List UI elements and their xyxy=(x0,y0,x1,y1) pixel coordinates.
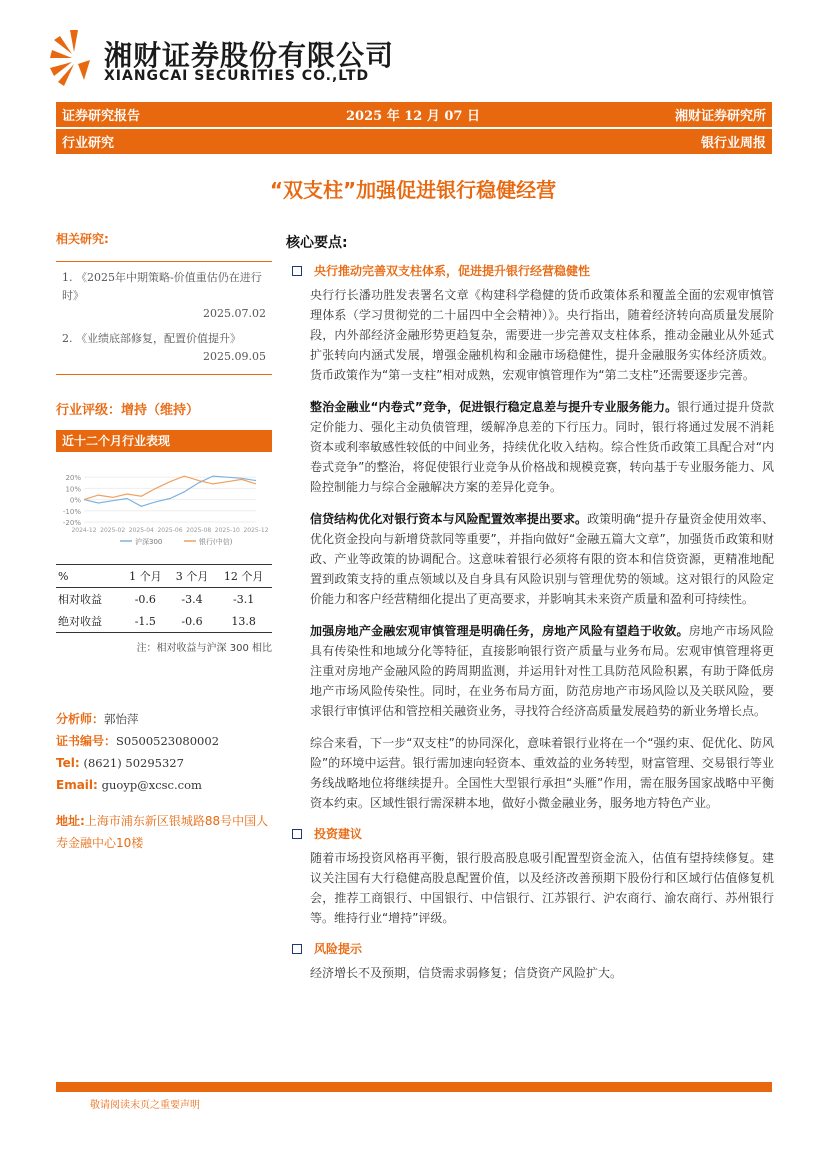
related-item-date: 2025.07.02 xyxy=(203,307,266,320)
chart-x-tick-label: 2025-04 xyxy=(128,527,154,534)
report-type: 证券研究报告 xyxy=(62,109,141,124)
performance-table xyxy=(56,564,272,633)
paragraph-text: 随着市场投资风格再平衡，银行股高股息吸引配置型资金流入，估值有望持续修复。建议关注国有大行稳健高股息配置价值，以及经济改善预期下股份行和区域行估值修复机会，推荐工商银行、中国银行、中信银行、江苏银行、沪农商行、渝农商行、苏州银行等。维持行业“增持”评级。 xyxy=(310,851,774,925)
related-item-text: 2. 《业绩底部修复，配置价值提升》 xyxy=(62,332,241,345)
table-header-row xyxy=(56,565,272,588)
table-header: % xyxy=(58,569,69,583)
footer-bar xyxy=(56,1082,772,1092)
chart-x-tick-label: 2025-02 xyxy=(100,527,126,534)
paragraph xyxy=(310,733,774,813)
footer-disclaimer: 敬请阅读末页之重要声明 xyxy=(90,1100,200,1111)
cert-label: 证书编号： xyxy=(56,734,117,748)
chart-y-tick-label: 10% xyxy=(65,485,81,494)
email-link[interactable]: guoyp@xcsc.com xyxy=(101,778,202,792)
table-cell: -0.6 xyxy=(181,614,203,628)
related-list xyxy=(56,261,272,375)
table-cell: 相对收益 xyxy=(58,593,102,606)
address-label: 地址: xyxy=(56,814,85,828)
sidebar xyxy=(56,230,272,854)
related-item-date: 2025.09.05 xyxy=(203,350,266,363)
chart-y-tick-label: 0% xyxy=(69,496,81,505)
related-item[interactable] xyxy=(56,323,272,366)
company-name-cn: 湘财证券股份有限公司 xyxy=(104,39,395,72)
table-header: 3 个月 xyxy=(175,570,209,583)
paragraph xyxy=(310,509,774,609)
paragraph-text: 房地产市场风险具有传染性和地域分化等特征，直接影响银行资产质量与业务布局。宏观审慎管理将更注重对房地产金融风险的跨周期监测，并运用针对性工具防范风险积累，有助于降低房地产市场风险传染性。同时，在业务布局方面，防范房地产市场风险以及关联风险，要求银行审慎评估和管控相关融资业务，寻找符合经济高质量发展趋势的新业务增长点。 xyxy=(310,624,774,718)
chart-legend-label: 沪深300 xyxy=(135,538,163,546)
email-label: Email: xyxy=(56,778,98,792)
chart-series-line xyxy=(84,476,256,500)
report-date: 2025 年 12 月 07 日 xyxy=(346,109,480,124)
address xyxy=(56,810,272,854)
checkbox-bullet-icon xyxy=(292,266,302,276)
table-note: 注：相对收益与沪深 300 相比 xyxy=(136,643,272,654)
paragraph xyxy=(310,285,774,385)
header-band-top xyxy=(56,102,772,127)
section-heading xyxy=(286,825,774,842)
section-heading xyxy=(286,262,774,279)
paragraph xyxy=(310,963,774,983)
tel-label: Tel: xyxy=(56,756,80,770)
table-row xyxy=(56,610,272,633)
chart-x-tick-label: 2025-10 xyxy=(214,527,240,534)
paragraph-lead: 整治金融业“内卷式”竞争，促进银行稳定息差与提升专业服务能力。 xyxy=(310,400,678,414)
chart-y-tick-label: -20% xyxy=(62,519,81,527)
related-item-text: 1. 《2025年中期策略-价值重估仍在进行时》 xyxy=(62,271,262,302)
main-content xyxy=(286,232,774,983)
core-heading: 核心要点: xyxy=(286,235,348,251)
checkbox-bullet-icon xyxy=(292,944,302,954)
table-cell: -1.5 xyxy=(134,614,156,628)
tel-value: (8621) 50295327 xyxy=(83,756,184,770)
chart-x-tick-label: 2025-06 xyxy=(157,527,183,534)
research-category: 行业研究 xyxy=(62,136,115,151)
table-cell: -3.1 xyxy=(233,592,255,606)
section-title: 投资建议 xyxy=(314,827,363,841)
section-title: 风险提示 xyxy=(314,942,363,956)
page-title: “双支柱”加强促进银行稳健经营 xyxy=(269,178,557,202)
paragraph xyxy=(310,397,774,497)
chart-y-tick-label: -10% xyxy=(62,507,81,516)
company-logo-icon xyxy=(50,30,96,86)
chart-legend-label: 银行(中信) xyxy=(199,538,233,546)
chart-x-tick-label: 2025-12 xyxy=(243,527,269,534)
performance-chart xyxy=(56,460,272,550)
analyst-label: 分析师： xyxy=(56,712,105,726)
section-heading xyxy=(286,940,774,957)
related-item[interactable] xyxy=(56,262,272,323)
company-name-en: XIANGCAI SECURITIES CO.,LTD xyxy=(104,68,370,84)
table-row xyxy=(56,588,272,611)
paragraph-text: 经济增长不及预期，信贷需求弱修复；信贷资产风险扩大。 xyxy=(310,966,623,980)
paragraph xyxy=(310,848,774,928)
chart-y-tick-label: 20% xyxy=(65,474,81,483)
paragraph-text: 央行行长潘功胜发表署名文章《构建科学稳健的货币政策体系和覆盖全面的宏观审慎管理体系（学习贯彻党的二十届四中全会精神）》。央行指出，随着经济转向高质量发展阶段，内外部经济金融形势更趋复杂，需要进一步完善双支柱体系，推动金融业从外延式扩张转向内涵式发展，增强金融机构和金融市场稳健性，提升金融服务实体经济质效。货币政策作为“第一支柱”相对成熟，宏观审慎管理作为“第二支柱”还需要逐步完善。 xyxy=(310,288,774,382)
chart-x-tick-label: 2024-12 xyxy=(71,527,97,534)
table-cell: -3.4 xyxy=(181,592,203,606)
paragraph-text: 综合来看，下一步“双支柱”的协同深化，意味着银行业将在一个“强约束、促优化、防风险”的环境中运营。银行需加速向轻资本、重效益的业务转型，财富管理、交易银行等业务线战略地位将继续提升。全国性大型银行承担“头雁”作用，需在服务国家战略中平衡资本约束。区域性银行需深耕本地，做好小微金融业务，服务地方特色产业。 xyxy=(310,736,774,810)
section-title: 央行推动完善双支柱体系，促进提升银行经营稳健性 xyxy=(314,264,591,278)
paragraph-lead: 信贷结构优化对银行资本与风险配置效率提出要求。 xyxy=(310,512,588,526)
research-institute: 湘财证券研究所 xyxy=(674,109,766,124)
analyst-info xyxy=(56,708,272,796)
performance-chart-svg xyxy=(56,460,272,550)
paragraph-lead: 加强房地产金融宏观审慎管理是明确任务，房地产风险有望趋于收敛。 xyxy=(310,624,689,638)
cert-value: S0500523080002 xyxy=(116,734,220,748)
table-header: 1 个月 xyxy=(129,570,162,583)
chart-x-tick-label: 2025-08 xyxy=(186,527,212,534)
perf-heading: 近十二个月行业表现 xyxy=(56,430,272,452)
analyst-name: 郭怡萍 xyxy=(104,712,139,726)
industry-rating: 行业评级：增持（维持） xyxy=(56,403,200,418)
divider xyxy=(56,374,272,375)
table-cell: 13.8 xyxy=(231,614,256,628)
table-cell: 绝对收益 xyxy=(58,615,102,628)
related-heading: 相关研究: xyxy=(56,232,109,246)
header-band-bottom xyxy=(56,129,772,154)
paragraph xyxy=(310,621,774,721)
checkbox-bullet-icon xyxy=(292,829,302,839)
paragraph-text: 银行通过提升贷款定价能力、强化主动负债管理，缓解净息差的下行压力。同时，银行将通过发展不消耗资本或利率敏感性较低的中间业务，持续优化收入结构。综合性货币政策工具配合对“内卷式竞争”的整治，将促使银行业竞争从价格战和规模竞赛，转向基于专业服务能力、风险控制能力与综合金融解决方案的差异化竞争。 xyxy=(310,400,774,494)
address-value: 上海市浦东新区银城路88号中国人寿金融中心10楼 xyxy=(56,814,269,850)
table-cell: -0.6 xyxy=(134,592,156,606)
report-series: 银行业周报 xyxy=(700,136,766,151)
table-header: 12 个月 xyxy=(223,570,264,583)
paragraph-text: 政策明确“提升存量资金使用效率、优化资金投向与新增贷款同等重要”，并指向做好“金融五篇大文章”，加强货币政策和财政、产业等政策的协调配合。这意味着银行必须将有限的资本和信贷资源，更精准地配置到政策支持的重点领域以及自身具有风险识别与管理优势的领域。这对银行的风险定价能力和客户经营精细化提出了更高要求，并影响其未来资产质量和盈利可持续性。 xyxy=(310,512,774,606)
